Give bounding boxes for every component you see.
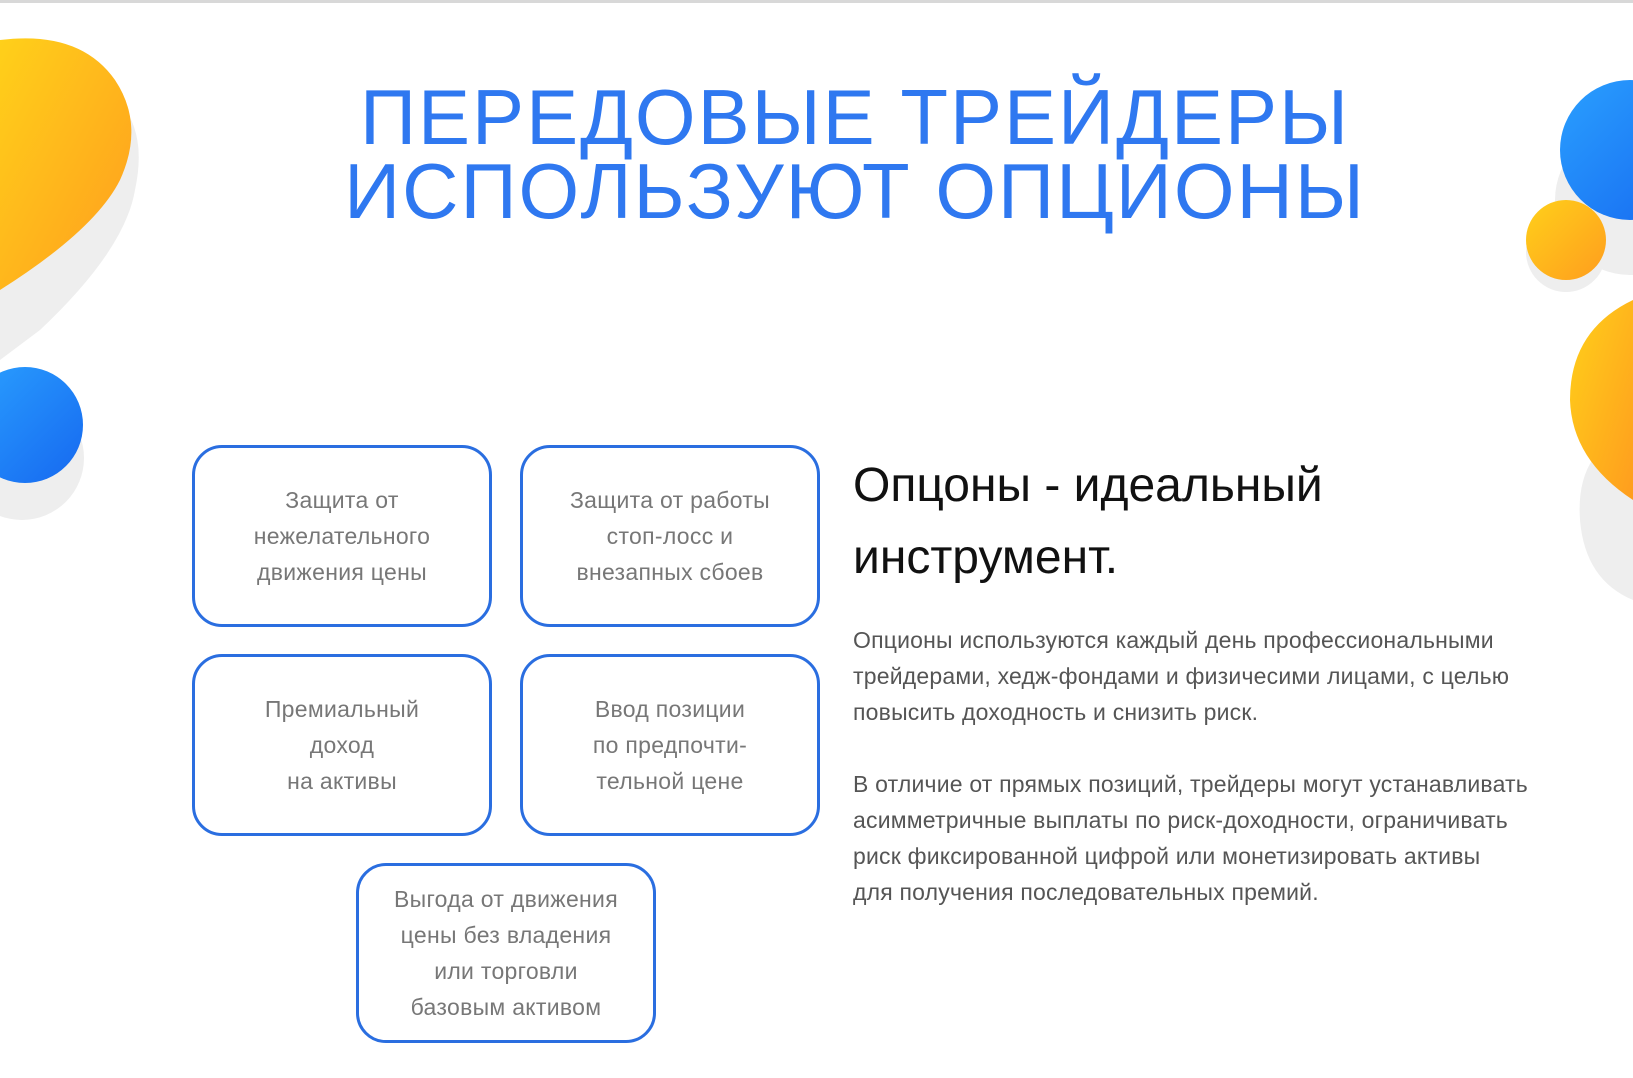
feature-card-label: Ввод позиции по предпочти- тельной цене [592,696,748,794]
section-paragraph-1: Опционы используются каждый день профессиональными трейдерами, хедж-фондами и физичесими лицами, с целью повысить доходность и снизить риск. [853,627,1510,725]
feature-card-label: Защита от работы стоп-лосс и внезапных сбоев [569,487,771,585]
feature-card-label: Выгода от движения цены без владения или торговли базовым активом [394,886,618,1020]
feature-card-premium-income [192,654,492,836]
page-title-line-2: ИСПОЛЬЗУЮТ ОПЦИОНЫ [344,147,1366,235]
page-title-line-1: ПЕРЕДОВЫЕ ТРЕЙДЕРЫ [359,73,1351,161]
feature-card-entry-price [520,654,820,836]
section-heading: Опцоны - идеальный инструмент. [853,459,1323,584]
feature-card-price-protection [192,445,492,627]
feature-card-label: Премиальный доход на активы [264,696,420,794]
section-paragraph-2: В отличие от прямых позиций, трейдеры могут устанавливать асимметричные выплаты по риск-доходности, ограничивать риск фиксированной цифрой или монетизировать активы для получения последовательных премий. [853,771,1528,905]
top-divider [0,0,1633,3]
feature-card-stoploss-protection [520,445,820,627]
page-title [0,73,1633,235]
feature-card-price-movement-gain [356,863,656,1043]
feature-card-label: Защита от нежелательного движения цены [253,487,431,585]
